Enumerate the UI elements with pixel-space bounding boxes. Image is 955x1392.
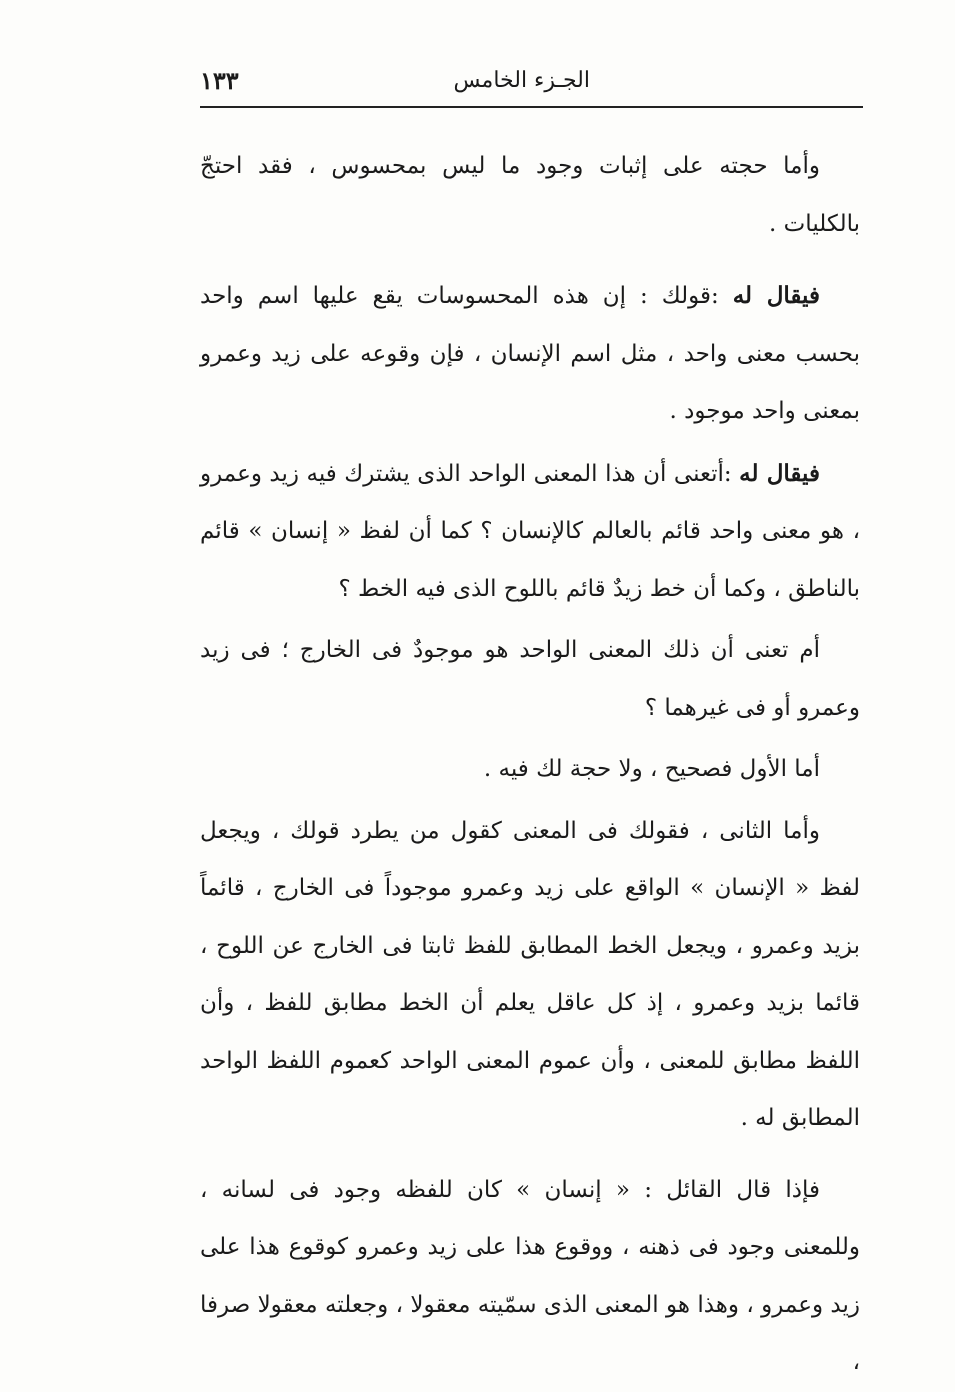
paragraph [200,622,860,737]
paragraph-text: :قولك : إن هذه المحسوسات يقع عليها اسم واحد بحسب معنى واحد ، مثل اسم الإنسان ، فإن وقوعه على زيد وعمرو بمعنى واحد موجود . [200,283,860,424]
page-header [200,62,860,102]
paragraph-text: وأما حجته على إثبات وجود ما ليس بمحسوس ، فقد احتجّ بالكليات . [200,153,860,237]
paragraph [200,1162,860,1392]
page-body [200,138,860,1392]
paragraph [200,741,860,799]
paragraph-lead: فيقال له [732,282,820,309]
paragraph-text: :أتعنى أن هذا المعنى الواحد الذى يشترك فيه زيد وعمرو ، هو معنى واحد قائم بالعالم كالإنسان ؟ كما أن لفظ « إنسان » قائم بالناطق ، وكما أن خط زيدٌ قائم باللوح الذى فيه الخط ؟ [200,460,860,602]
paragraph-text: وأما الثانى ، فقولك فى المعنى كقول من يطرد قولك ، ويجعل لفظ « الإنسان » الواقع على زيد وعمرو موجوداً فى الخارج ، قائماً بزيد وعمرو ، ويجعل الخط المطابق للفظ ثابتا فى الخارج عن اللوح ، قائما بزيد وعمرو ، إذ كل عاقل يعلم أن الخط مطابق للفظ ، وأن اللفظ مطابق للمعنى ، وأن عموم المعنى الواحد كعموم اللفظ الواحد المطابق له . [200,817,860,1131]
paragraph [200,138,860,253]
running-title: الجـزء الخامس [453,68,590,93]
paragraph-text: أما الأول فصحيح ، ولا حجة لك فيه . [483,756,820,782]
paragraph-lead: فيقال له [739,459,820,487]
header-rule [200,106,863,108]
paragraph [200,445,860,619]
paragraph [200,803,860,1148]
page-number: ١٣٣ [200,66,239,95]
paragraph-text: فإذا قال القائل : « إنسان » كان للفظه وجود فى لسانه ، وللمعنى وجود فى ذهنه ، ووقوع هذا على زيد وعمرو كوقوع هذا على زيد وعمرو ، وهذا هو المعنى الذى سمّيته معقولا ، وجعلته معقولا صرفا ، [200,1176,860,1375]
paragraph-text: أم تعنى أن ذلك المعنى الواحد هو موجودٌ فى الخارج ؛ فى زيد وعمرو أو فى غيرهما ؟ [200,637,860,721]
paragraph [200,267,860,441]
